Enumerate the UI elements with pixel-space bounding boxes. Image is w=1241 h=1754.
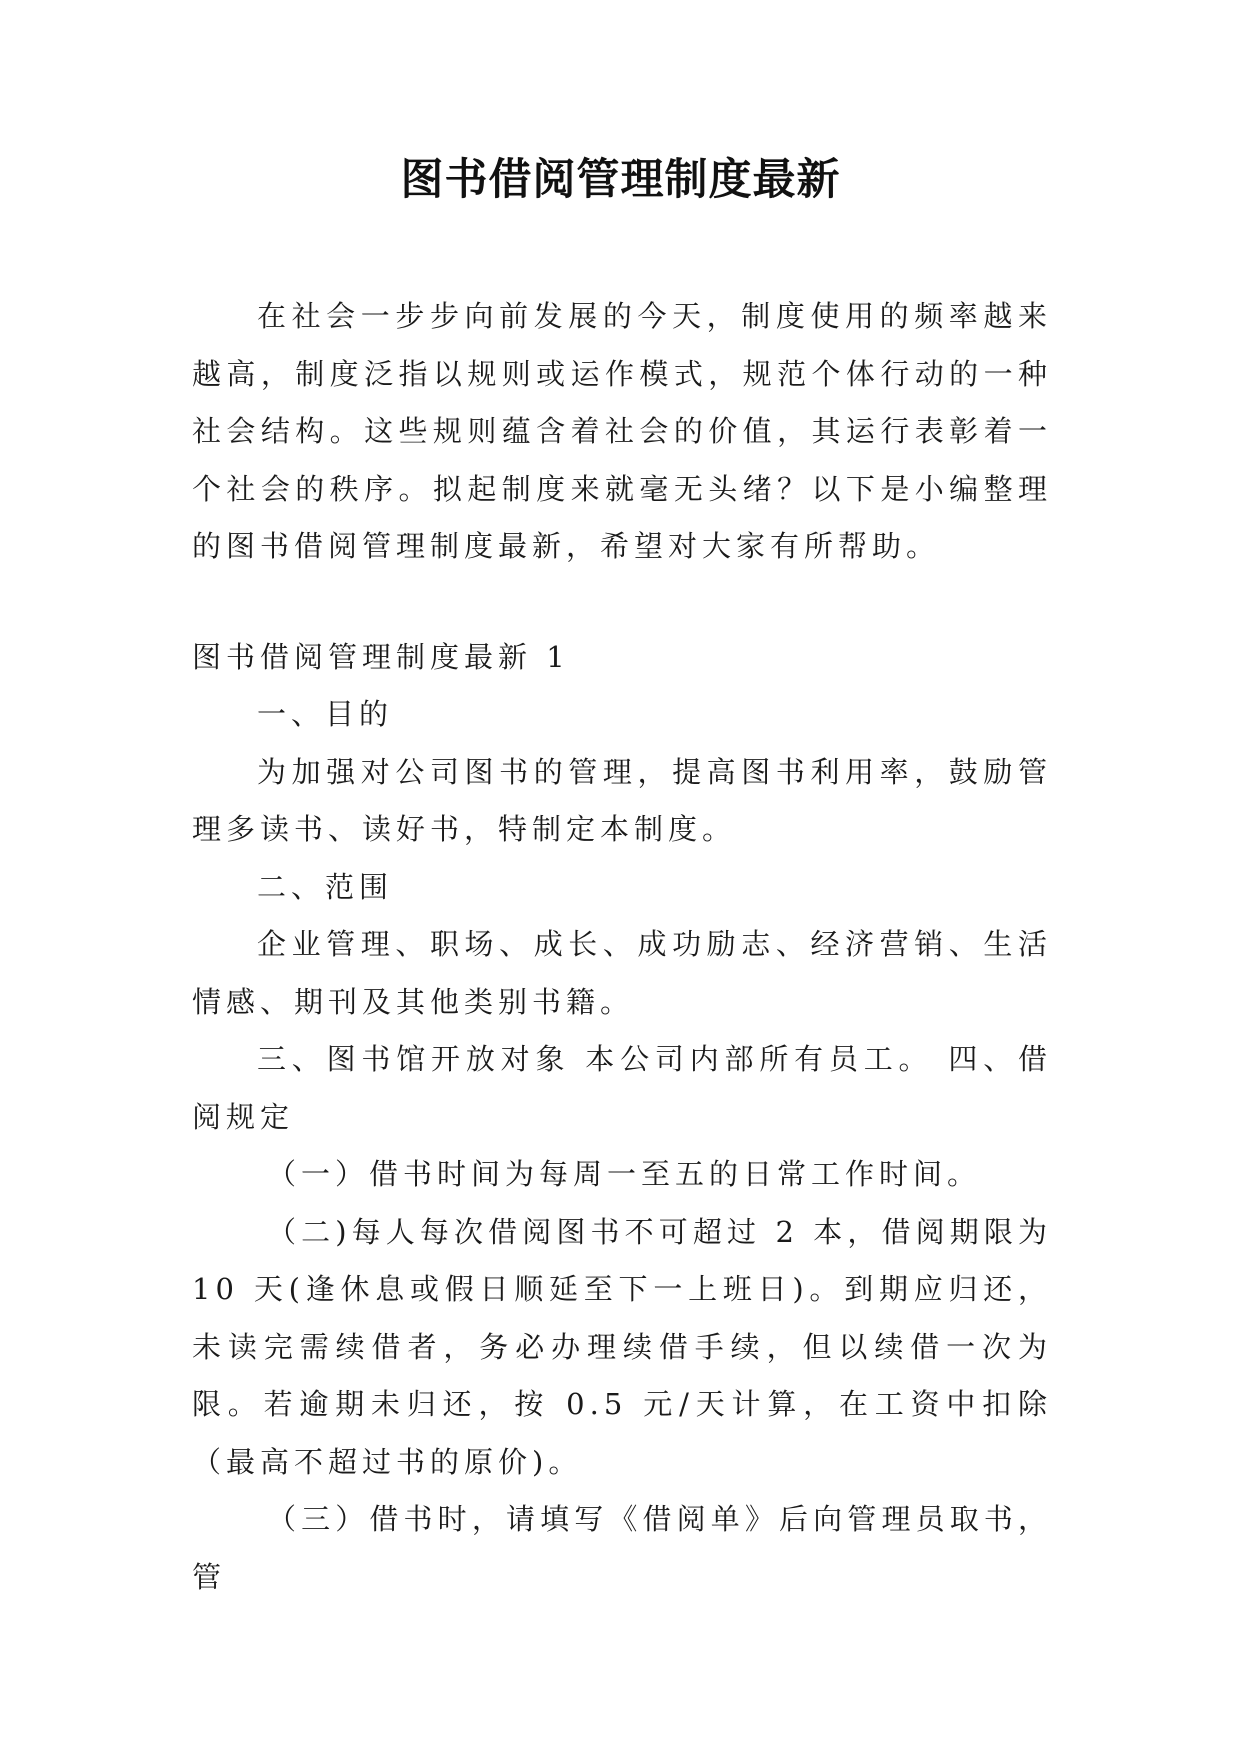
rule-1-paragraph: （一）借书时间为每周一至五的日常工作时间。 <box>267 1157 982 1191</box>
audience-paragraph: 三、图书馆开放对象 本公司内部所有员工。 四、借阅规定 <box>192 1042 1052 1134</box>
scope-paragraph: 企业管理、职场、成长、成功励志、经济营销、生活情感、期刊及其他类别书籍。 <box>192 927 1052 1019</box>
scope-heading: 二、范围 <box>257 869 394 904</box>
purpose-paragraph: 为加强对公司图书的管理，提高图书利用率，鼓励管理多读书、读好书，特制定本制度。 <box>192 754 1052 846</box>
document-body <box>192 288 1052 1606</box>
intro-paragraph: 在社会一步步向前发展的今天，制度使用的频率越来越高，制度泛指以规则或运作模式，规范个体行动的一种社会结构。这些规则蕴含着社会的价值，其运行表彰着一个社会的秩序。拟起制度来就毫无头绪？以下是小编整理的图书借阅管理制度最新，希望对大家有所帮助。 <box>192 299 1052 563</box>
rule-2-paragraph: （二)每人每次借阅图书不可超过 2 本，借阅期限为 10 天(逢休息或假日顺延至下一上班日)。到期应归还，未读完需续借者，务必办理续借手续，但以续借一次为限。若逾期未归还，按 0.5 元/天计算，在工资中扣除（最高不超过书的原价)。 <box>192 1214 1052 1479</box>
document-title: 图书借阅管理制度最新 <box>400 155 841 205</box>
section-heading: 图书借阅管理制度最新 1 <box>192 639 570 674</box>
purpose-heading: 一、目的 <box>257 697 394 731</box>
rule-3-paragraph: （三）借书时，请填写《借阅单》后向管理员取书，管 <box>192 1502 1052 1594</box>
